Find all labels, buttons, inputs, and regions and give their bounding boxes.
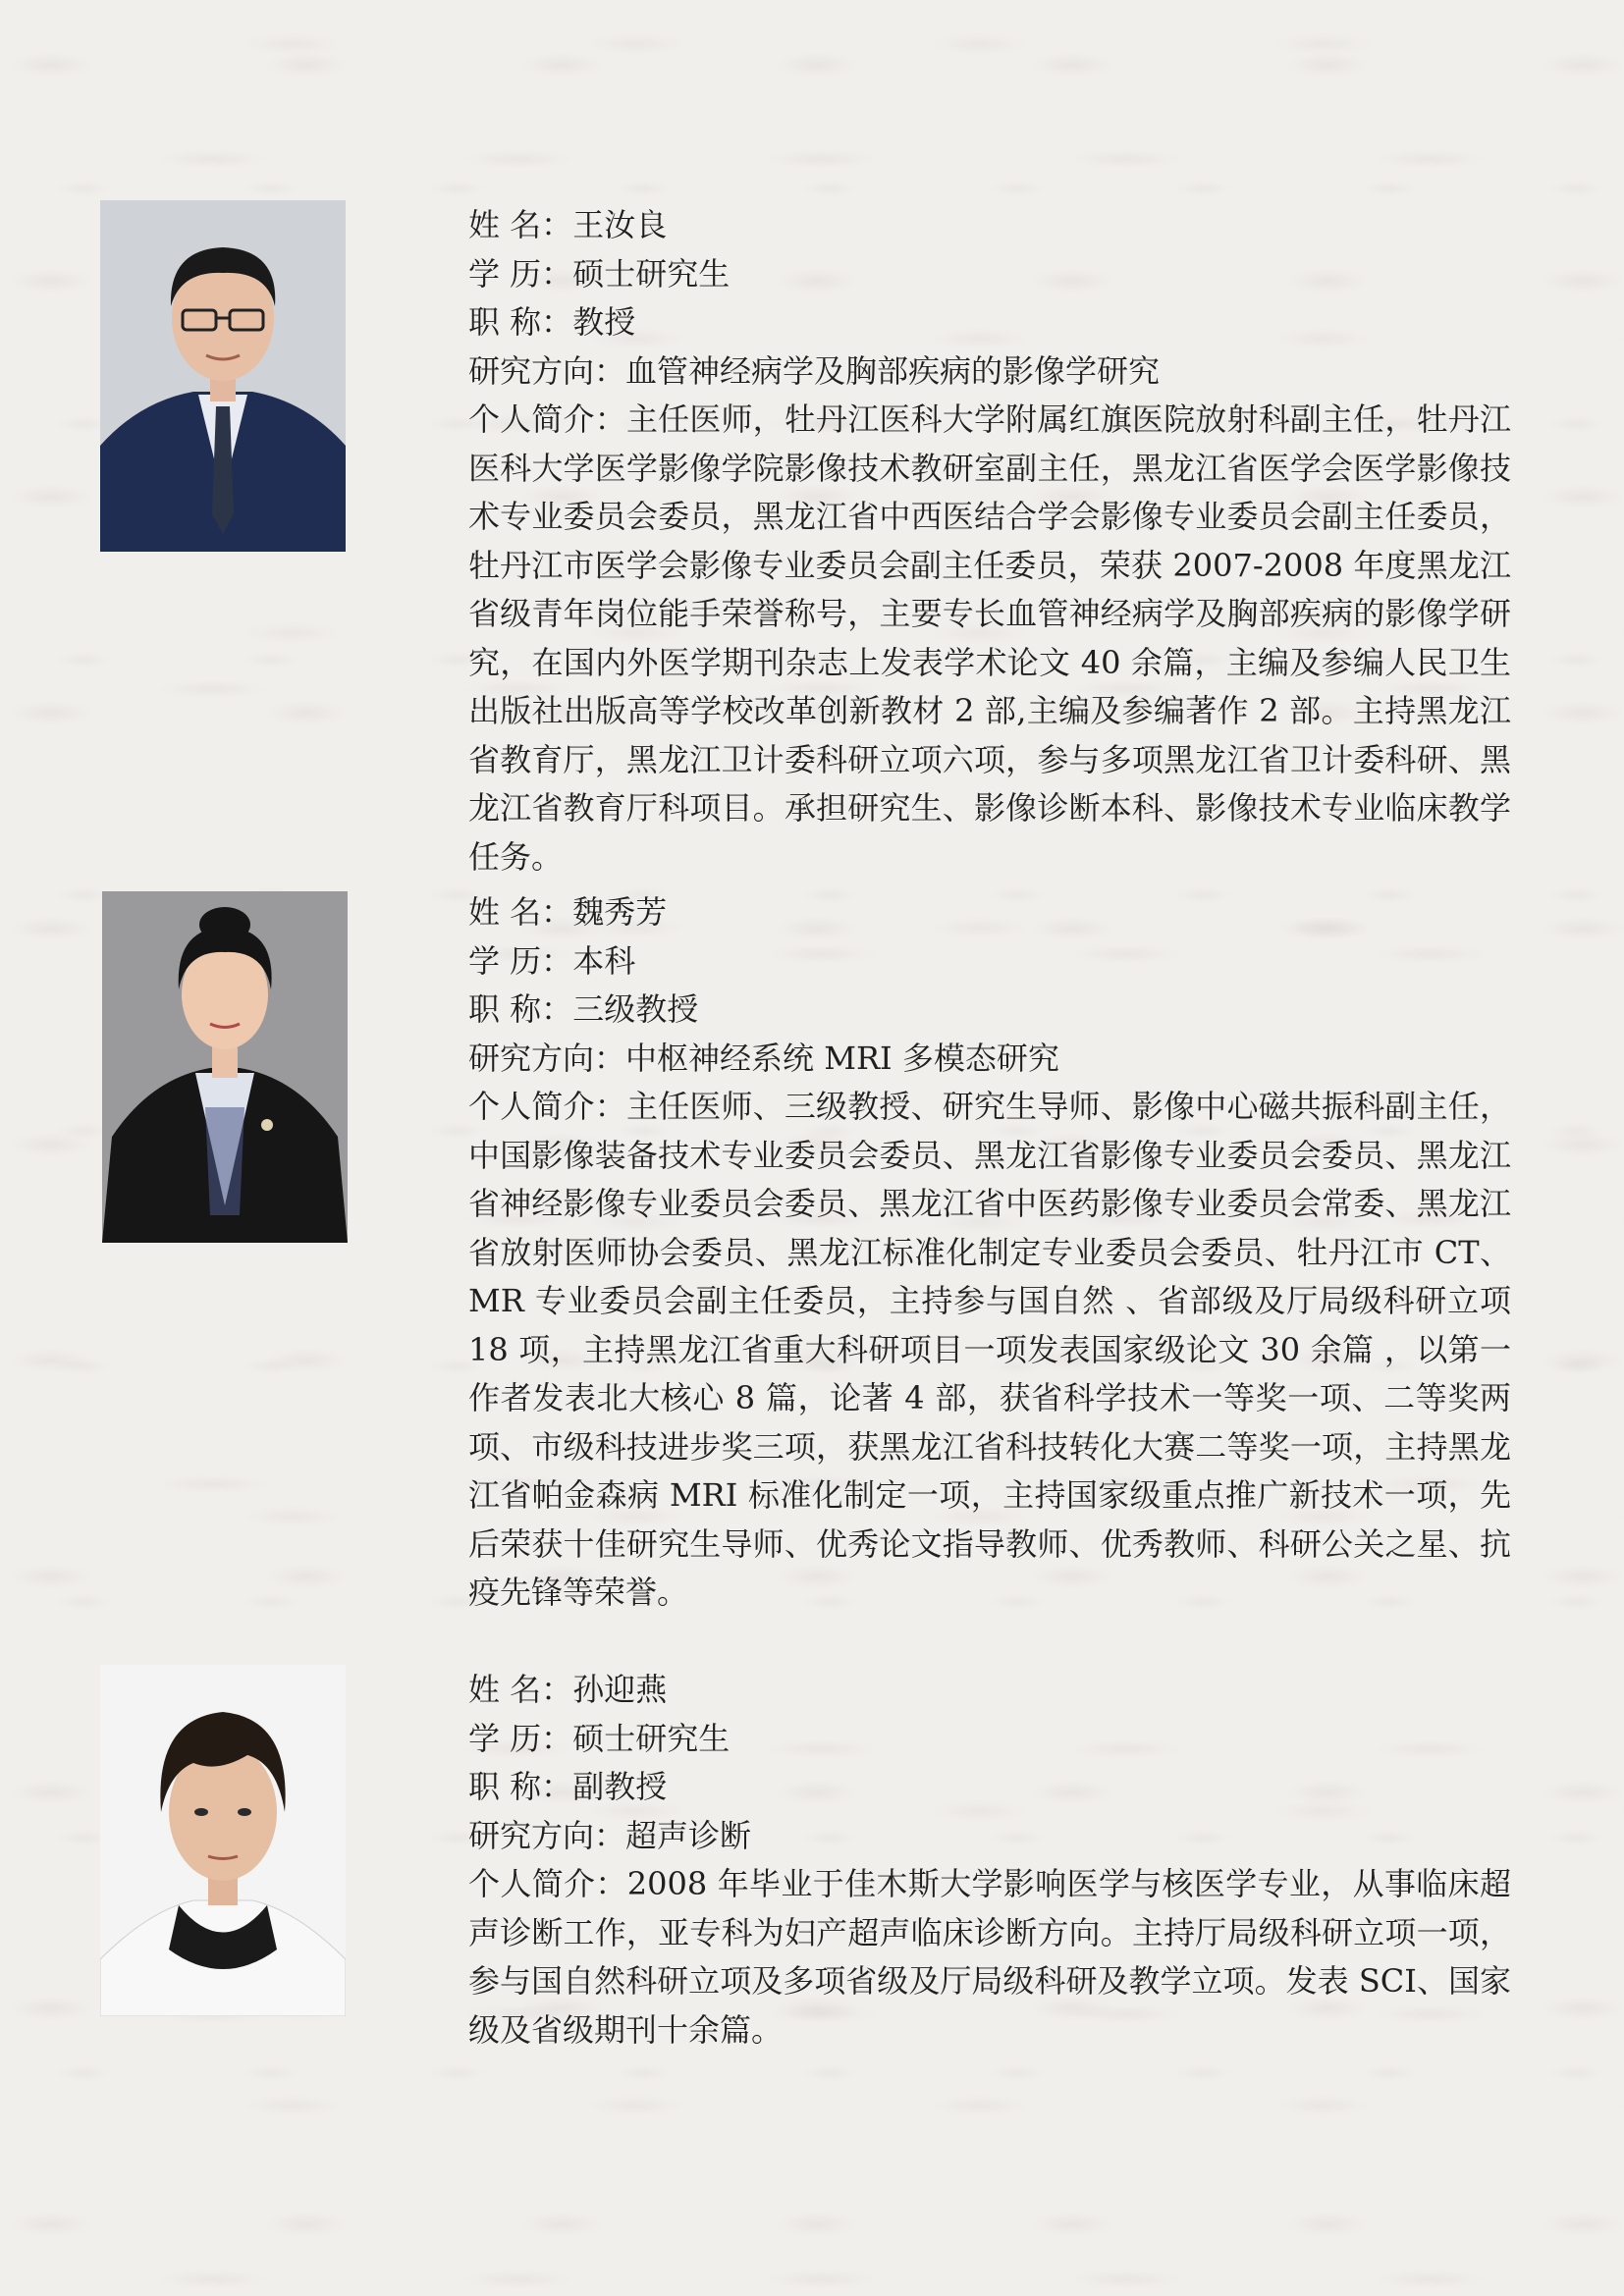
name-label: 姓 名： — [468, 893, 573, 931]
title-label: 职 称： — [468, 303, 573, 341]
title-label: 职 称： — [468, 990, 573, 1028]
education-value: 硕士研究生 — [572, 1719, 731, 1757]
research-value: 超声诊断 — [625, 1816, 752, 1854]
bio-paragraph — [468, 1860, 1511, 2055]
education-line — [468, 250, 1511, 299]
name-label: 姓 名： — [468, 1671, 573, 1708]
research-line — [468, 1035, 1511, 1084]
bio-text: 主任医师，牡丹江医科大学附属红旗医院放射科副主任，牡丹江医科大学医学影像学院影像技术教研室副主任，黑龙江省医学会医学影像技术专业委员会委员，黑龙江省中西医结合学会影像专业委员会副主任委员，牡丹江市医学会影像专业委员会副主任委员，荣获 2007-2008 年度黑龙江省级青年岗位能手荣誉称号，主要专长血管神经病学及胸部疾病的影像学研究，在国内外医学期刊杂志上发表学术论文 40 余篇，主编及参编人民卫生出版社出版高等学校改革创新教材 2 部,主编及参编著作 2 部。主持黑龙江省教育厅，黑龙江卫计委科研立项六项，参与多项黑龙江省卫计委科研、黑龙江省教育厅科项目。承担研究生、影像诊断本科、影像技术专业临床教学任务。 — [468, 400, 1511, 876]
portrait-photo-1 — [100, 200, 346, 552]
name-value: 孙迎燕 — [572, 1671, 668, 1708]
bio-paragraph — [468, 396, 1511, 881]
profile-entry-3 — [468, 1666, 1511, 2055]
bio-text: 主任医师、三级教授、研究生导师、影像中心磁共振科副主任，中国影像装备技术专业委员会委员、黑龙江省影像专业委员会委员、黑龙江省神经影像专业委员会委员、黑龙江省中医药影像专业委员会常委、黑龙江省放射医师协会委员、黑龙江标准化制定专业委员会委员、牡丹江市 CT、MR 专业委员会副主任委员，主持参与国自然 、省部级及厅局级科研立项 18 项，主持黑龙江省重大科研项目一项发表国家级论文 30 余篇 ，以第一作者发表北大核心 8 篇，论著 4 部，获省科学技术一等奖一项、二等奖两项、市级科技进步奖三项，获黑龙江省科技转化大赛二等奖一项，主持黑龙江省帕金森病 MRI 标准化制定一项，主持国家级重点推广新技术一项，先后荣获十佳研究生导师、优秀论文指导教师、优秀教师、科研公关之星、抗疫先锋等荣誉。 — [468, 1088, 1511, 1611]
bio-paragraph — [468, 1083, 1511, 1618]
name-value: 魏秀芳 — [572, 893, 668, 931]
title-line — [468, 986, 1511, 1035]
education-line — [468, 937, 1511, 987]
education-line — [468, 1715, 1511, 1764]
title-line — [468, 298, 1511, 347]
education-label: 学 历： — [468, 254, 573, 293]
education-value: 本科 — [572, 941, 636, 980]
title-value: 副教授 — [572, 1768, 668, 1805]
title-value: 三级教授 — [572, 990, 699, 1028]
research-line — [468, 1812, 1511, 1861]
title-label: 职 称： — [468, 1768, 573, 1805]
research-value: 中枢神经系统 MRI 多模态研究 — [625, 1039, 1059, 1077]
research-label: 研究方向： — [468, 1816, 626, 1854]
title-line — [468, 1763, 1511, 1812]
profile-entry-2 — [468, 888, 1511, 1618]
research-line — [468, 347, 1511, 397]
name-line — [468, 1666, 1511, 1715]
research-label: 研究方向： — [468, 351, 626, 390]
research-value: 血管神经病学及胸部疾病的影像学研究 — [625, 351, 1161, 390]
education-value: 硕士研究生 — [572, 254, 731, 293]
education-label: 学 历： — [468, 941, 573, 980]
name-label: 姓 名： — [468, 206, 573, 243]
name-value: 王汝良 — [572, 206, 668, 243]
bio-text: 2008 年毕业于佳木斯大学影响医学与核医学专业，从事临床超声诊断工作，亚专科为妇产超声临床诊断方向。主持厅局级科研立项一项，参与国自然科研立项及多项省级及厅局级科研及教学立项。发表 SCI、国家级及省级期刊十余篇。 — [468, 1865, 1511, 2049]
bio-label: 个人简介： — [468, 400, 626, 438]
title-value: 教授 — [572, 303, 636, 341]
bio-label: 个人简介： — [468, 1865, 627, 1902]
bio-label: 个人简介： — [468, 1088, 626, 1125]
name-line — [468, 888, 1511, 937]
research-label: 研究方向： — [468, 1039, 626, 1077]
portrait-photo-3 — [100, 1665, 346, 2016]
profile-entry-1 — [468, 201, 1511, 881]
education-label: 学 历： — [468, 1719, 573, 1757]
portrait-photo-2 — [102, 891, 348, 1243]
name-line — [468, 201, 1511, 250]
